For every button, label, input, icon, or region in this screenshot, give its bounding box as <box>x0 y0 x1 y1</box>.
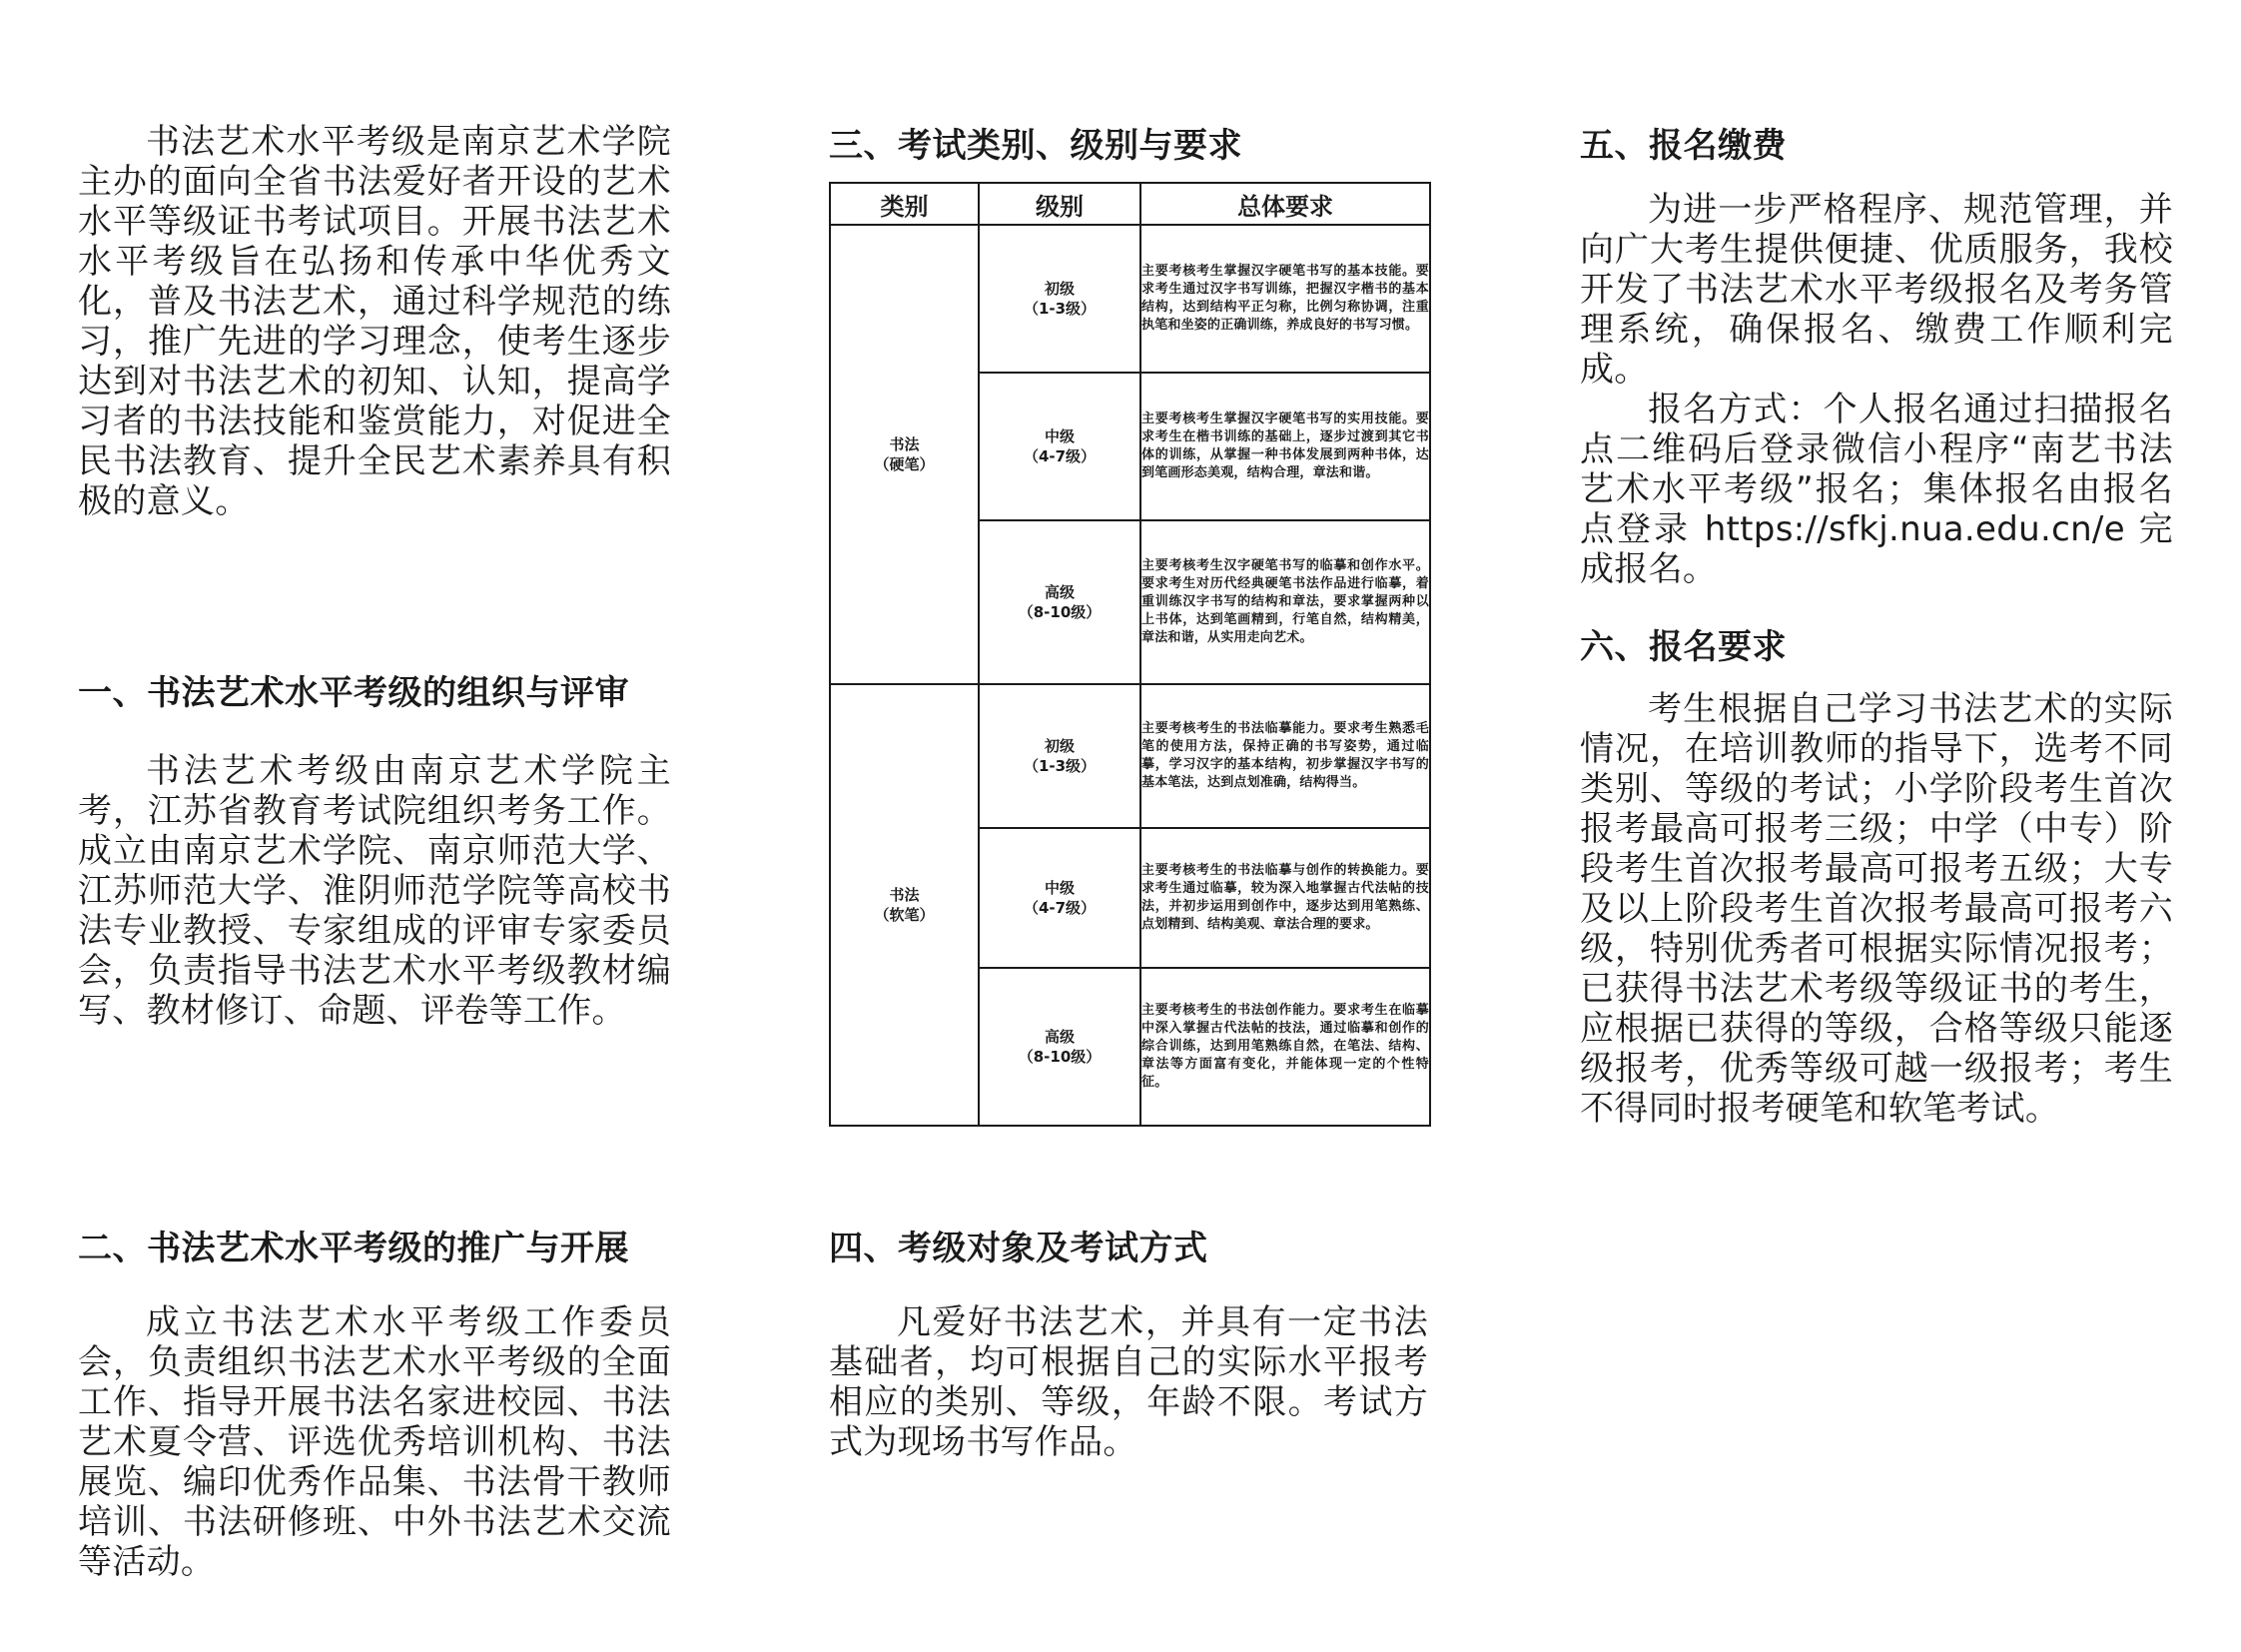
section6-title: 六、报名要求 <box>1580 627 1787 667</box>
section5-body-1: 为进一步严格程序、规范管理，并向广大考生提供便捷、优质服务，我校开发了书法艺术水平考级报名及考务管理系统，确保报名、缴费工作顺利完成。 <box>1580 190 2173 390</box>
category-name: 书法 <box>889 886 920 904</box>
table-header-row <box>830 183 1430 225</box>
level-name: 高级 <box>1044 583 1075 601</box>
section5-body-block <box>1580 190 2173 589</box>
requirement-cell: 主要考核考生汉字硬笔书写的临摹和创作水平。要求考生对历代经典硬笔书法作品进行临摹，着重训练汉字书写的结构和章法，要求掌握两种以上书体，达到笔画精到，行笔自然，结构精美，章法和谐，从实用走向艺术。 <box>1140 520 1430 684</box>
section4-block <box>829 1221 1428 1269</box>
level-name: 高级 <box>1044 1028 1075 1046</box>
category-sub: （硬笔） <box>874 455 935 473</box>
section6-body: 考生根据自己学习书法艺术的实际情况，在培训教师的指导下，选考不同类别、等级的考试；小学阶段考生首次报考最高可报考三级；中学（中专）阶段考生首次报考最高可报考五级；大专及以上阶段考生首次报考最高可报考六级，特别优秀者可根据实际情况报考；已获得书法艺术考级等级证书的考生，应根据已获得的等级，合格等级只能逐级报考，优秀等级可越一级报考；考生不得同时报考硬笔和软笔考试。 <box>1580 689 2173 1129</box>
level-range: （4-7级） <box>1023 899 1097 917</box>
requirement-cell: 主要考核考生的书法临摹与创作的转换能力。要求考生通过临摹，较为深入地掌握古代法帖的技法，并初步运用到创作中，逐步达到用笔熟练、点划精到、结构美观、章法合理的要求。 <box>1140 828 1430 968</box>
table-row <box>830 684 1430 828</box>
section1-body: 书法艺术考级由南京艺术学院主考，江苏省教育考试院组织考务工作。成立由南京艺术学院、南京师范大学、江苏师范大学、淮阴师范学院等高校书法专业教授、专家组成的评审专家委员会，负责指导书法艺术水平考级教材编写、教材修订、命题、评卷等工作。 <box>78 751 671 1031</box>
level-name: 初级 <box>1044 737 1075 755</box>
section1-body-block <box>78 751 671 1031</box>
section2-body: 成立书法艺术水平考级工作委员会，负责组织书法艺术水平考级的全面工作、指导开展书法名家进校园、书法艺术夏令营、评选优秀培训机构、书法展览、编印优秀作品集、书法骨干教师培训、书法研修班、中外书法艺术交流等活动。 <box>78 1302 671 1582</box>
category-name: 书法 <box>889 435 920 453</box>
level-range: （1-3级） <box>1023 300 1097 318</box>
level-range: （8-10级） <box>1018 603 1102 621</box>
level-range: （4-7级） <box>1023 447 1097 465</box>
level-cell <box>979 520 1140 684</box>
section5-body-2: 报名方式：个人报名通过扫描报名点二维码后登录微信小程序“南艺书法艺术水平考级”报名；集体报名由报名点登录 https://sfkj.nua.edu.cn/e 完成报名。 <box>1580 390 2173 589</box>
section6-body-block <box>1580 689 2173 1129</box>
section3-title: 三、考试类别、级别与要求 <box>829 126 1242 166</box>
section2-body-block <box>78 1302 671 1582</box>
section3-block <box>829 118 1428 167</box>
header-level: 级别 <box>979 183 1140 225</box>
level-range: （1-3级） <box>1023 757 1097 775</box>
section4-title: 四、考级对象及考试方式 <box>829 1229 1208 1268</box>
level-cell <box>979 828 1140 968</box>
level-name: 初级 <box>1044 280 1075 298</box>
level-cell <box>979 373 1140 520</box>
category-cell <box>830 225 979 684</box>
section4-body-block <box>829 1302 1428 1462</box>
section1-block <box>78 665 671 714</box>
category-sub: （软笔） <box>874 906 935 924</box>
section6-block <box>1580 619 2173 668</box>
level-range: （8-10级） <box>1018 1048 1102 1066</box>
level-cell <box>979 684 1140 828</box>
level-cell <box>979 225 1140 373</box>
requirements-table <box>829 182 1431 1127</box>
category-cell <box>830 684 979 1126</box>
section4-body: 凡爱好书法艺术，并具有一定书法基础者，均可根据自己的实际水平报考相应的类别、等级，年龄不限。考试方式为现场书写作品。 <box>829 1302 1428 1462</box>
section2-title: 二、书法艺术水平考级的推广与开展 <box>78 1229 629 1268</box>
table-row <box>830 225 1430 373</box>
requirement-cell: 主要考核考生掌握汉字硬笔书写的基本技能。要求考生通过汉字书写训练，把握汉字楷书的基本结构，达到结构平正匀称，比例匀称协调，注重执笔和坐姿的正确训练，养成良好的书写习惯。 <box>1140 225 1430 373</box>
section5-title: 五、报名缴费 <box>1580 126 1787 166</box>
column-left <box>78 122 671 521</box>
header-requirement: 总体要求 <box>1140 183 1430 225</box>
level-cell <box>979 968 1140 1126</box>
requirement-cell: 主要考核考生掌握汉字硬笔书写的实用技能。要求考生在楷书训练的基础上，逐步过渡到其它书体的训练，从掌握一种书体发展到两种书体，达到笔画形态美观，结构合理，章法和谐。 <box>1140 373 1430 520</box>
section2-block <box>78 1221 671 1269</box>
header-category: 类别 <box>830 183 979 225</box>
level-name: 中级 <box>1044 879 1075 897</box>
intro-paragraph: 书法艺术水平考级是南京艺术学院主办的面向全省书法爱好者开设的艺术水平等级证书考试项目。开展书法艺术水平考级旨在弘扬和传承中华优秀文化，普及书法艺术，通过科学规范的练习，推广先进的学习理念，使考生逐步达到对书法艺术的初知、认知，提高学习者的书法技能和鉴赏能力，对促进全民书法教育、提升全民艺术素养具有积极的意义。 <box>78 122 671 521</box>
requirement-cell: 主要考核考生的书法临摹能力。要求考生熟悉毛笔的使用方法，保持正确的书写姿势，通过临摹，学习汉字的基本结构，初步掌握汉字书写的基本笔法，达到点划准确，结构得当。 <box>1140 684 1430 828</box>
requirement-cell: 主要考核考生的书法创作能力。要求考生在临摹中深入掌握古代法帖的技法，通过临摹和创作的综合训练，达到用笔熟练自然，在笔法、结构、章法等方面富有变化，并能体现一定的个性特征。 <box>1140 968 1430 1126</box>
section5-block <box>1580 118 2173 167</box>
section1-title: 一、书法艺术水平考级的组织与评审 <box>78 673 629 713</box>
level-name: 中级 <box>1044 427 1075 445</box>
